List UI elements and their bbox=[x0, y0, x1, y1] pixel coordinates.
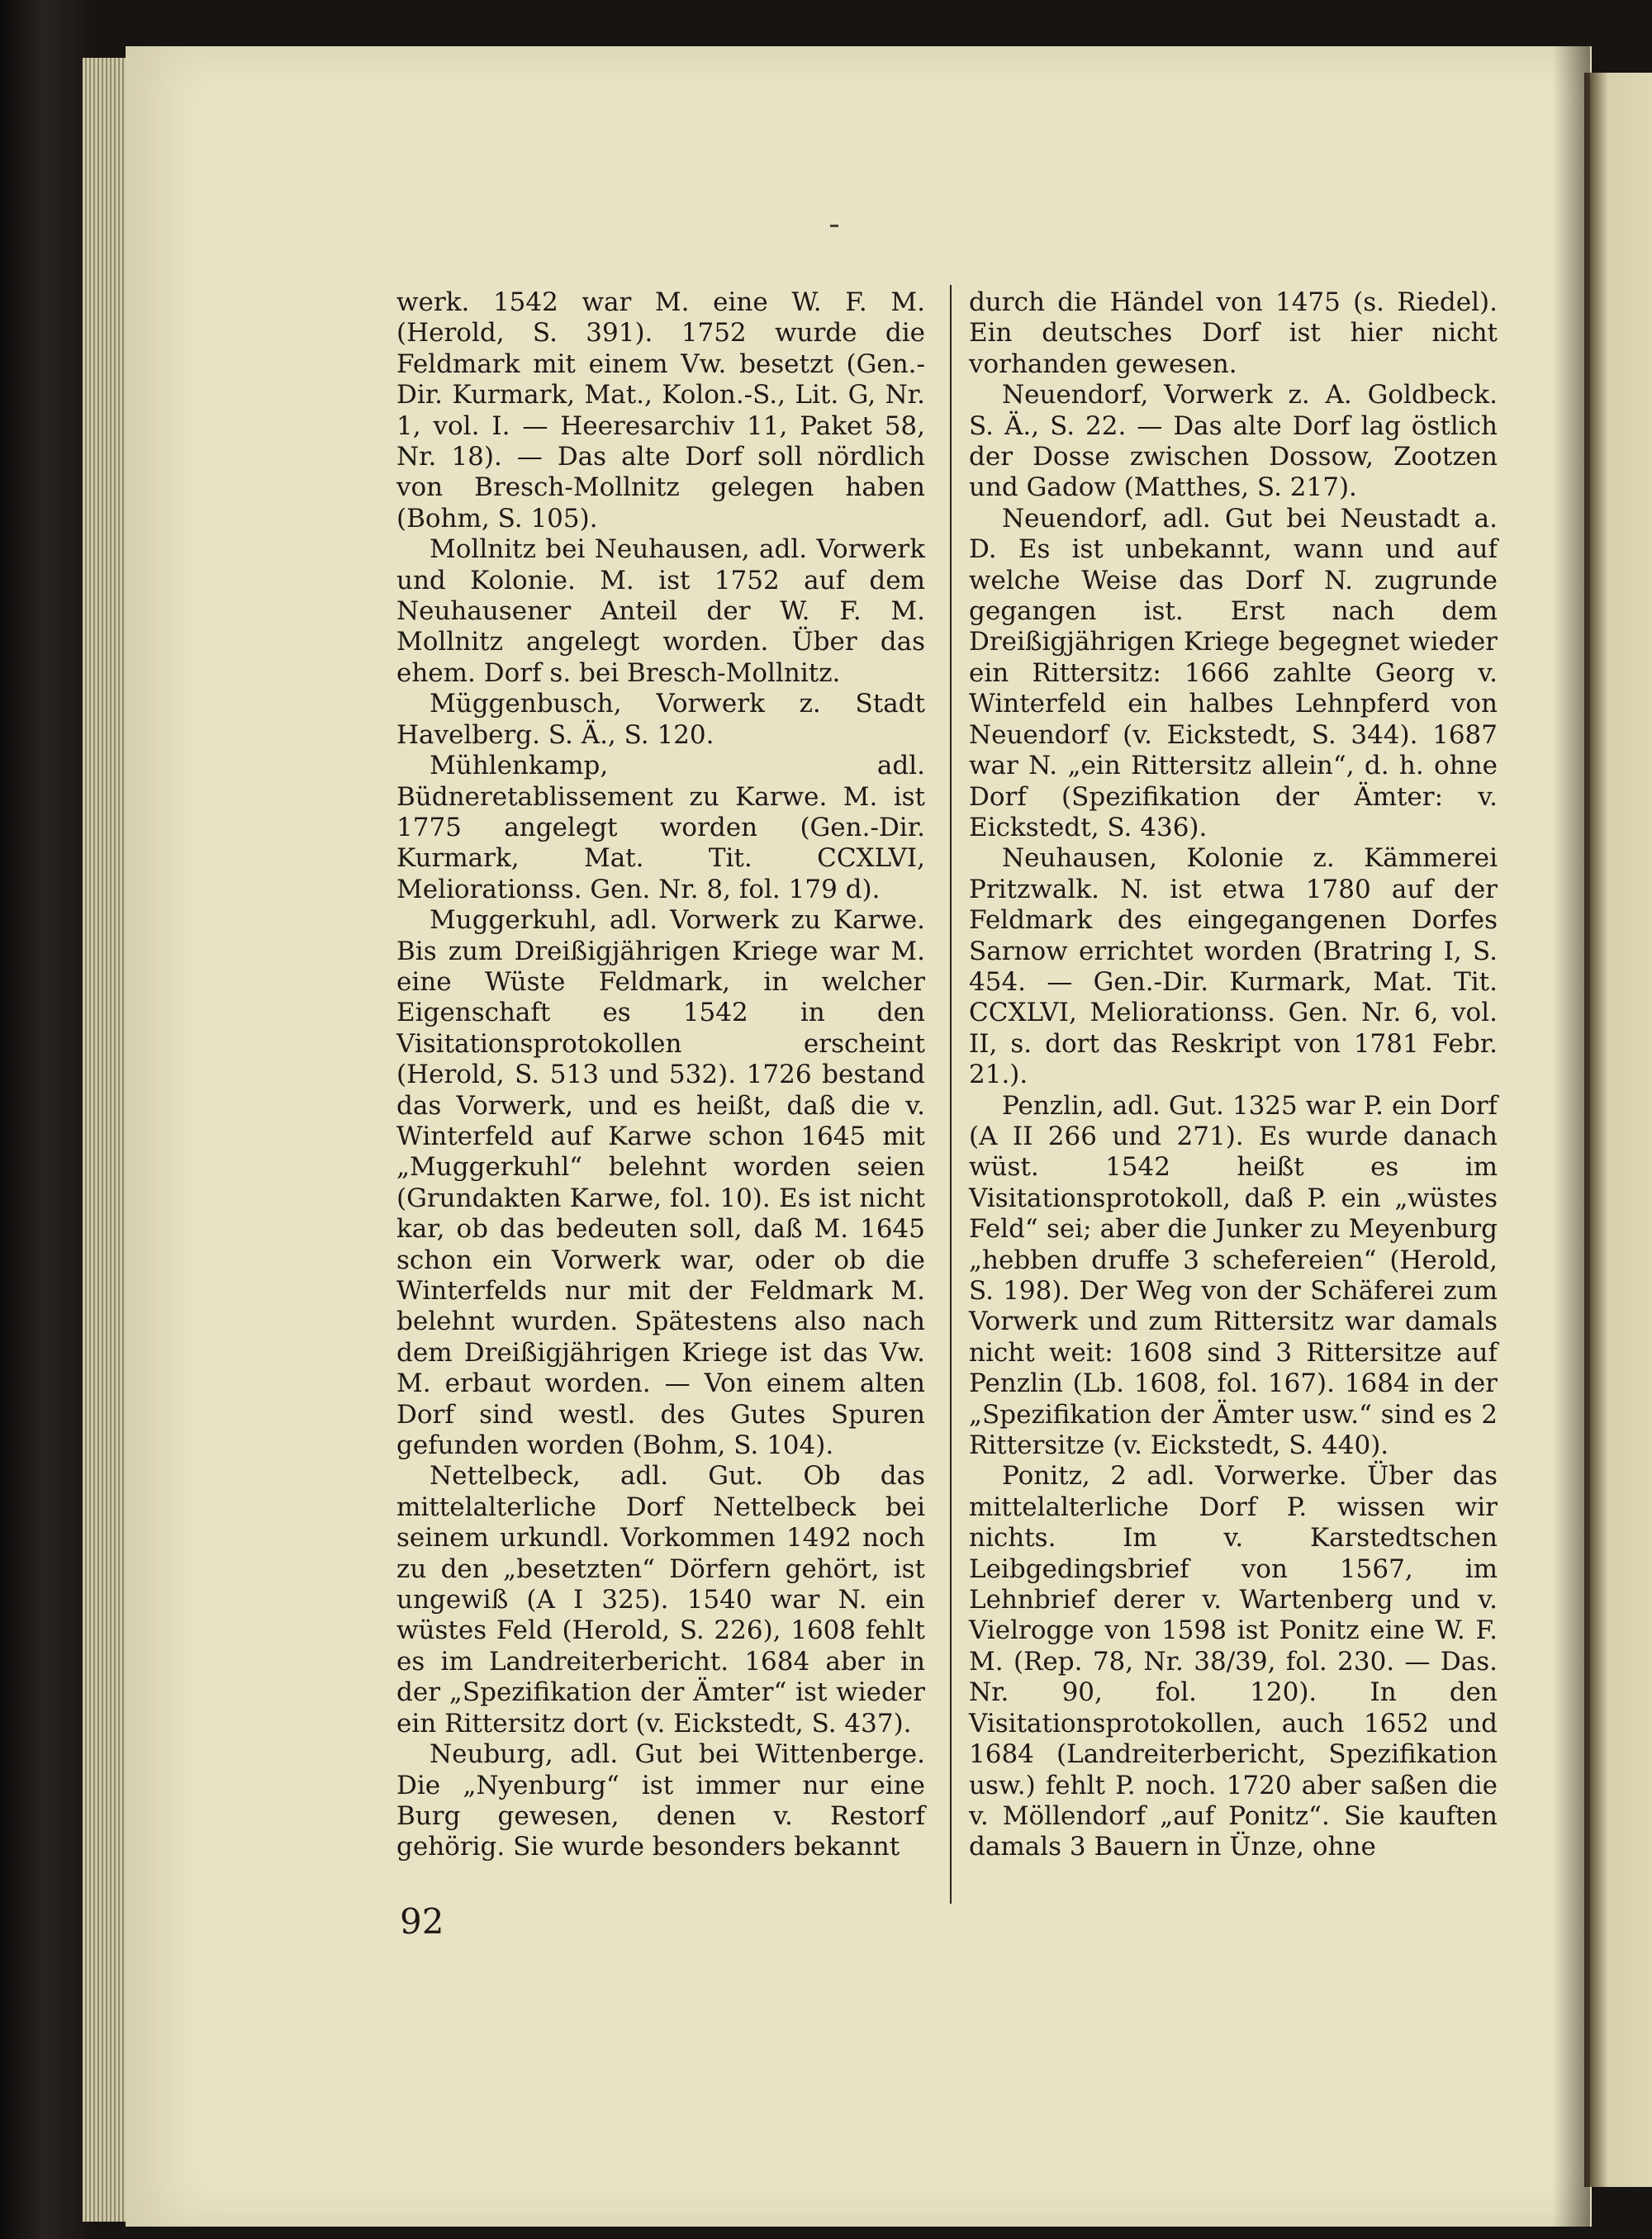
entry-mollnitz: Mollnitz bei Neuhausen, adl. Vorwerk und Kolonie. M. ist 1752 auf dem Neuhausener Anteil der W. F. M. Mollnitz angelegt worden. Über das ehem. Dorf s. bei Bresch-Mollnitz. bbox=[396, 534, 925, 688]
entry-neuendorf-gut: Neuendorf, adl. Gut bei Neustadt a. D. Es ist unbekannt, wann und auf welche Weise das Dorf N. zugrunde gegangen ist. Erst nach dem Dreißigjährigen Kriege begegnet wieder ein Rittersitz: 1666 zahlte Georg v. Winterfeld ein halbes Lehnpferd von Neuendorf (v. Eickstedt, S. 344). 1687 war N. „ein Rittersitz allein“, d. h. ohne Dorf (Spezifikation der Ämter: v. Eickstedt, S. 436). bbox=[969, 503, 1498, 842]
right-column bbox=[969, 287, 1498, 1863]
page-edges bbox=[83, 58, 132, 2222]
entry-mueggenbusch: Müggenbusch, Vorwerk z. Stadt Havelberg. S. Ä., S. 120. bbox=[396, 689, 925, 750]
entry-muehlenkamp: Mühlenkamp, adl. Büdneretablissement zu Karwe. M. ist 1775 angelegt worden (Gen.-Dir. Kurmark, Mat. Tit. CCXLVI, Meliorationss. Gen. Nr. 8, fol. 179 d). bbox=[396, 751, 925, 904]
entry-muggerbusch-cont: werk. 1542 war M. eine W. F. M. (Herold, S. 391). 1752 wurde die Feldmark mit einem Vw. besetzt (Gen.-Dir. Kurmark, Mat., Kolon.-S., Lit. G, Nr. 1, vol. I. — Heeresarchiv 11, Paket 58, Nr. 18). — Das alte Dorf soll nördlich von Bresch-Mollnitz gelegen haben (Bohm, S. 105). bbox=[396, 287, 925, 534]
next-page-edge bbox=[1584, 73, 1652, 2187]
entry-neuburg-cont: durch die Händel von 1475 (s. Riedel). Ein deutsches Dorf ist hier nicht vorhanden gewesen. bbox=[969, 287, 1498, 379]
page-mark bbox=[830, 225, 838, 227]
gutter-shadow bbox=[1553, 46, 1590, 2227]
entry-muggerkuhl: Muggerkuhl, adl. Vorwerk zu Karwe. Bis zum Dreißigjährigen Kriege war M. eine Wüste Feldmark, in welcher Eigenschaft es 1542 in den Visitationsprotokollen erscheint (Herold, S. 513 und 532). 1726 bestand das Vorwerk, und es heißt, daß die v. Winterfeld auf Karwe schon 1645 mit „Muggerkuhl“ belehnt worden seien (Grundakten Karwe, fol. 10). Es ist nicht kar, ob das bedeuten soll, daß M. 1645 schon ein Vorwerk war, oder ob die Winterfelds nur mit der Feldmark M. belehnt wurden. Spätestens also nach dem Dreißigjährigen Kriege ist das Vw. M. erbaut worden. — Von einem alten Dorf sind westl. des Gutes Spuren gefunden worden (Bohm, S. 104). bbox=[396, 905, 925, 1461]
entry-ponitz: Ponitz, 2 adl. Vorwerke. Über das mittelalterliche Dorf P. wissen wir nichts. Im v. Karstedtschen Leibgedingsbrief von 1567, im Lehnbrief derer v. Wartenberg und v. Vielrogge von 1598 ist Ponitz eine W. F. M. (Rep. 78, Nr. 38/39, fol. 230. — Das. Nr. 90, fol. 120). In den Visitationsprotokollen, auch 1652 und 1684 (Landreiterbericht, Spezifikation usw.) fehlt P. noch. 1720 aber saßen die v. Möllendorf „auf Ponitz“. Sie kauften damals 3 Bauern in Ünze, ohne bbox=[969, 1461, 1498, 1862]
entry-penzlin: Penzlin, adl. Gut. 1325 war P. ein Dorf (A II 266 und 271). Es wurde danach wüst. 1542 heißt es im Visitationsprotokoll, daß P. ein „wüstes Feld“ sei; aber die Junker zu Meyenburg „hebben druffe 3 schefereien“ (Herold, S. 198). Der Weg von der Schäferei zum Vorwerk und zum Rittersitz war damals nicht weit: 1608 sind 3 Rittersitze auf Penzlin (Lb. 1608, fol. 167). 1684 in der „Spezifikation der Ämter usw.“ sind es 2 Rittersitze (v. Eickstedt, S. 440). bbox=[969, 1090, 1498, 1461]
column-divider bbox=[950, 285, 952, 1904]
entry-neuburg: Neuburg, adl. Gut bei Wittenberge. Die „Nyenburg“ ist immer nur eine Burg gewesen, denen v. Restorf gehörig. Sie wurde besonders bekannt bbox=[396, 1739, 925, 1862]
entry-neuendorf-vorwerk: Neuendorf, Vorwerk z. A. Goldbeck. S. Ä., S. 22. — Das alte Dorf lag östlich der Dosse zwischen Dossow, Zootzen und Gadow (Matthes, S. 217). bbox=[969, 380, 1498, 503]
entry-neuhausen: Neuhausen, Kolonie z. Kämmerei Pritzwalk. N. ist etwa 1780 auf der Feldmark des eingegangenen Dorfes Sarnow errichtet worden (Bratring I, S. 454. — Gen.-Dir. Kurmark, Mat. Tit. CCXLVI, Meliorationss. Gen. Nr. 6, vol. II, s. dort das Reskript von 1781 Febr. 21.). bbox=[969, 843, 1498, 1090]
page-number: 92 bbox=[400, 1901, 444, 1942]
left-column bbox=[396, 287, 925, 1863]
entry-nettelbeck: Nettelbeck, adl. Gut. Ob das mittelalterliche Dorf Nettelbeck bei seinem urkundl. Vorkommen 1492 noch zu den „besetzten“ Dörfern gehört, ist ungewiß (A I 325). 1540 war N. ein wüstes Feld (Herold, S. 226), 1608 fehlt es im Landreiterbericht. 1684 aber in der „Spezifikation der Ämter“ ist wieder ein Rittersitz dort (v. Eickstedt, S. 437). bbox=[396, 1461, 925, 1739]
